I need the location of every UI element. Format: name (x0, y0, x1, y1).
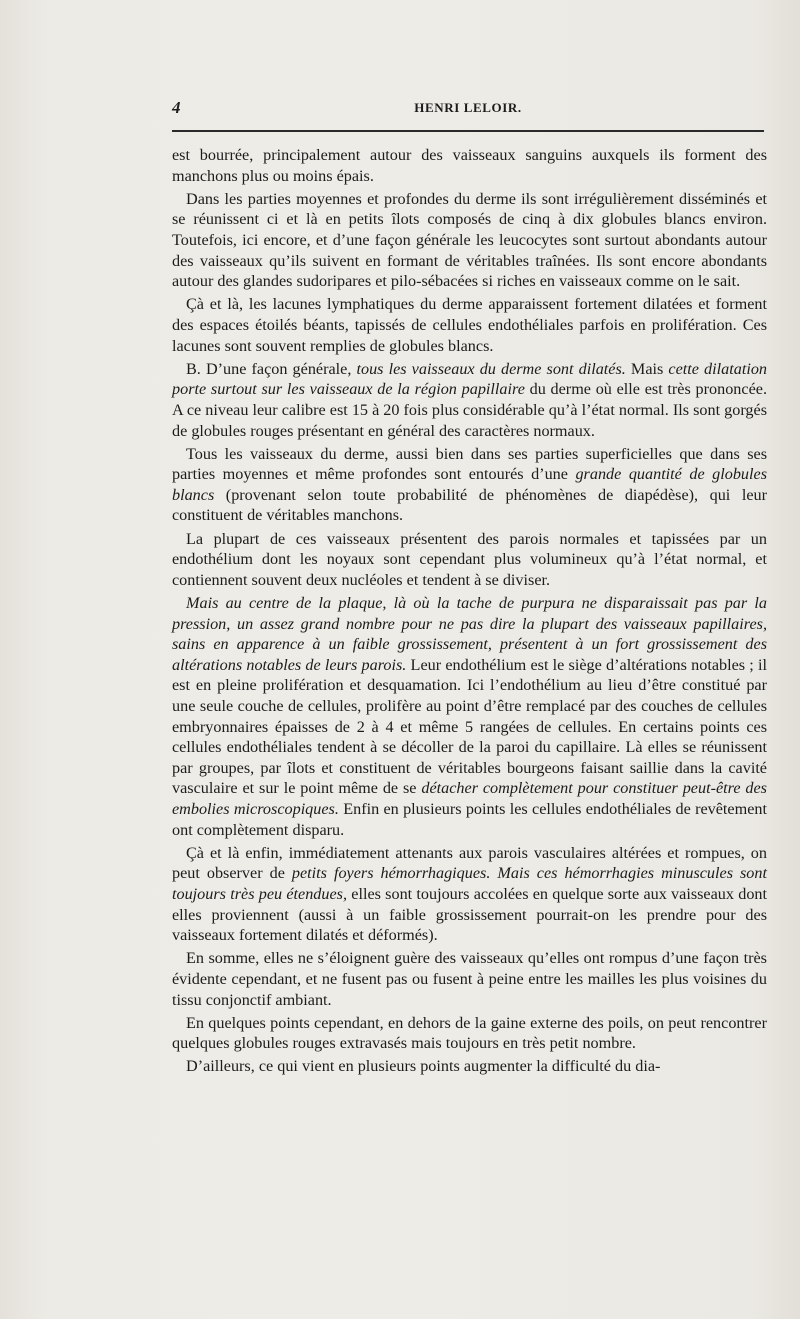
paragraph (172, 359, 767, 441)
text-run: La plupart de ces vaisseaux présentent des parois normales et tapissées par un endothélium dont les noyaux sont cependant plus volumineux qu’à l’état normal, et contiennent souvent deux nucléoles et tendent à se diviser. (172, 529, 767, 589)
text-run: est bourrée, principalement autour des vaisseaux sanguins auxquels ils forment des manchons plus ou moins épais. (172, 146, 767, 185)
paragraph (172, 189, 767, 292)
text-run: (provenant selon toute probabilité de phénomènes de diapédèse), qui leur constituent de véritables manchons. (172, 485, 767, 525)
paragraph (172, 294, 767, 356)
text-run: Tous les vaisseaux du derme, aussi bien dans ses parties superficielles que dans ses parties moyennes et même profondes sont entourés d’une (172, 444, 767, 484)
text-run: du derme où elle est très prononcée. A ce niveau leur calibre est 15 à 20 fois plus considérable qu’à l’état normal. Ils sont gorgés de globules rouges présentant en général des caractères normaux. (172, 380, 767, 440)
text-run: Çà et là enfin, immédiatement attenants aux parois vasculaires altérées et rompues, on peut observer de (172, 843, 767, 883)
italic-text: grande quantité de globules blancs (172, 465, 768, 504)
paragraph (172, 444, 767, 526)
paragraph (172, 145, 767, 186)
paragraph (172, 593, 767, 840)
paragraph (172, 1056, 767, 1077)
running-title: HENRI LELOIR. (414, 100, 522, 115)
text-run: Çà et là, les lacunes lymphatiques du derme apparaissent fortement dilatées et forment des espaces étoilés béants, tapissés de cellules endothéliales parfois en prolifération. Ces lacunes sont souvent remplies de globules blancs. (172, 295, 767, 355)
text-run: D’ailleurs, ce qui vient en plusieurs points augmenter la difficulté du dia- (186, 1057, 661, 1076)
text-run: Enfin en plusieurs points les cellules endothéliales de revêtement ont complètement disparu. (172, 799, 767, 839)
page-number: 4 (172, 98, 181, 117)
text-run: elles sont toujours accolées en quelque sorte aux vaisseaux dont elles proviennent (aussi à un faible grossissement pourrait-on les prendre pour des vaisseaux fortement dilatés et déformés). (172, 884, 768, 945)
body-text (172, 145, 767, 1080)
text-run: En quelques points cependant, en dehors de la gaine externe des poils, on peut rencontrer quelques globules rouges extravasés mais toujours en très petit nombre. (172, 1013, 767, 1053)
italic-text: détacher complètement pour constituer peut-être des embolies microscopiques. (172, 779, 767, 818)
italic-text: tous les vaisseaux du derme sont dilatés. (356, 359, 626, 378)
text-run: Mais (625, 359, 669, 378)
italic-text: Mais au centre de la plaque, là où la tache de purpura ne disparaissait pas par la pression, un assez grand nombre pour ne pas dire la plupart des vaisseaux papillaires, sains en apparence à un faible grossissement, présentent à un fort grossissement des altérations notables de leurs parois. (172, 594, 767, 674)
text-run: Leur endothélium est le siège d’altérations notables ; il est en pleine prolifération et desquamation. Ici l’endothélium au lieu d’être constitué par une seule couche de cellules, prolifère au point d’être remplacé par des couches de cellules embryonnaires épaisses de 2 à 4 et même 5 rangées de cellules. En certains points ces cellules endothéliales tendent à se décoller de la paroi du capillaire. Là elles se réunissent par groupes, par îlots et constituent de véritables bourgeons faisant saillie dans la cavité vasculaire et sur le point même de se (172, 655, 768, 798)
header-rule (172, 130, 764, 132)
text-run: B. D’une façon générale, (186, 359, 357, 378)
paragraph (172, 529, 767, 591)
paragraph (172, 1013, 767, 1054)
text-run: Dans les parties moyennes et profondes du derme ils sont irrégulièrement disséminés et se réunissent ci et là en petits îlots composés de cinq à dix globules blancs environ. Toutefois, ici encore, et d’une façon générale les leucocytes sont surtout abondants autour des vaisseaux qu’ils suivent en formant de véritables traînées. Ils sont encore abondants autour des glandes sudoripares et pilo-sébacées si riches en vaisseaux comme on le sait. (172, 189, 767, 291)
running-head (172, 98, 764, 118)
italic-text: petits foyers hémorrhagiques. Mais ces hémorrhagies minuscules sont toujours très peu étendues, (172, 864, 767, 903)
paragraph (172, 843, 767, 946)
text-run: En somme, elles ne s’éloignent guère des vaisseaux qu’elles ont rompus d’une façon très évidente cependant, et ne fusent pas ou fusent à peine entre les mailles les plus voisines du tissu conjonctif ambiant. (172, 949, 767, 1009)
italic-text: cette dilatation porte surtout sur les vaisseaux de la région papillaire (172, 359, 768, 399)
paragraph (172, 948, 767, 1010)
